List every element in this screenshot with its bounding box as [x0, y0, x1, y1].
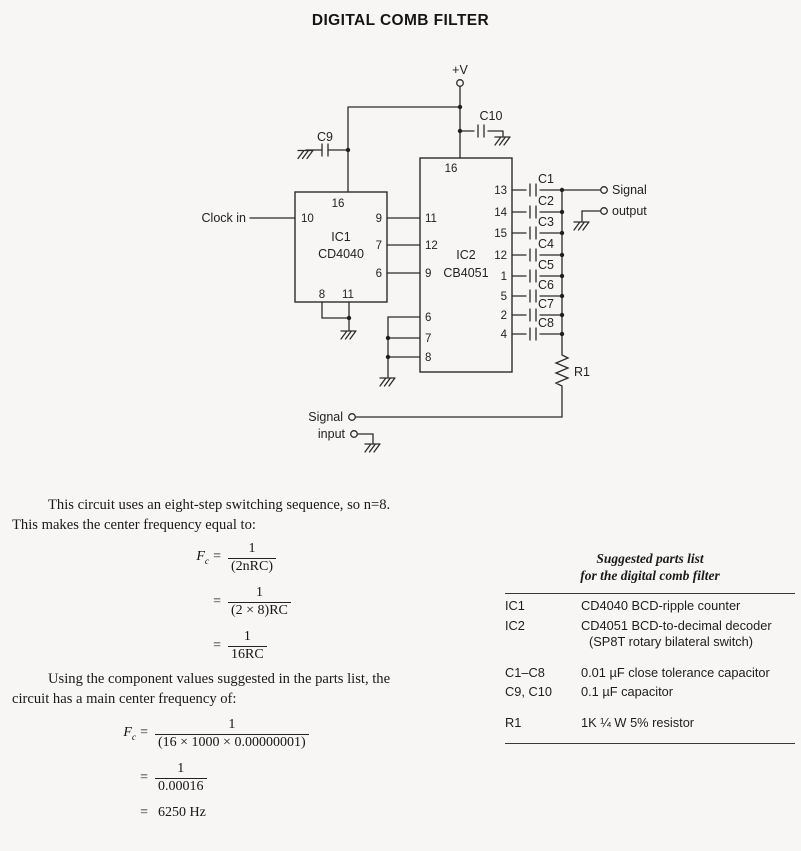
- fraction-denominator: 0.00016: [155, 778, 207, 796]
- fraction-denominator: 16RC: [228, 646, 267, 664]
- part-desc: CD4051 BCD-to-decimal decoder: [581, 617, 772, 633]
- fraction: [155, 761, 207, 795]
- paragraph-2-line-2: circuit has a main center frequency of:: [12, 690, 237, 707]
- input-ground-terminal: [351, 431, 358, 438]
- parts-row: [505, 715, 795, 731]
- ic2-pin-left: 11: [425, 213, 437, 225]
- cap-label: C3: [538, 215, 554, 229]
- parts-row: [505, 665, 795, 681]
- ic2-pin-right: 13: [494, 185, 507, 197]
- part-ref: IC1: [505, 598, 525, 613]
- c9-label: C9: [317, 130, 333, 144]
- ground-icon: [380, 378, 395, 386]
- part-desc: 0.1 µF capacitor: [581, 684, 674, 699]
- cap-label: C5: [538, 258, 554, 272]
- ic2-pin-left: 9: [425, 268, 432, 280]
- r1-label: R1: [574, 365, 590, 379]
- equation-lhs: =: [213, 594, 221, 609]
- part-desc: 1K ¼ W 5% resistor: [581, 714, 695, 730]
- ic1-ref-label: IC1: [331, 230, 351, 244]
- equation-line: [110, 805, 309, 821]
- part-ref: IC2: [505, 617, 525, 633]
- ic2-pin-right: 12: [494, 250, 507, 262]
- paragraph-1: [12, 496, 500, 535]
- parts-list-title: [505, 551, 795, 584]
- ground-icon: [298, 151, 313, 159]
- ic2-pin-right: 2: [500, 310, 507, 322]
- equation-result: 6250 Hz: [158, 805, 206, 820]
- ground-icon: [341, 331, 356, 339]
- page-title: DIGITAL COMB FILTER: [311, 12, 490, 29]
- ic1-pin-top: 16: [331, 198, 345, 210]
- signal-output-label-2: output: [612, 204, 647, 218]
- cap-label: C8: [538, 316, 554, 330]
- fraction-denominator: (2nRC): [228, 558, 276, 576]
- equation-line: [110, 761, 309, 795]
- ground-icon: [574, 222, 589, 230]
- parts-list-title-line-2: for the digital comb filter: [580, 567, 720, 583]
- paragraph-1-line-1: This circuit uses an eight-step switching sequence, so n=8.: [48, 497, 391, 513]
- ic1-pin-right: 9: [375, 213, 382, 225]
- equation-lhs: =: [213, 638, 221, 653]
- parts-row: [505, 684, 795, 700]
- parts-list-bottom-rule: [505, 743, 795, 744]
- equation-lhs: =: [140, 805, 148, 820]
- parts-row: [505, 598, 795, 614]
- cap-label: C4: [538, 237, 554, 251]
- parts-list-panel: [505, 551, 795, 744]
- ic2-pin-right: 14: [494, 207, 507, 219]
- cap-label: C1: [538, 172, 554, 186]
- cap-label: C2: [538, 194, 554, 208]
- parts-list-title-line-1: Suggested parts list: [596, 551, 704, 566]
- ic2-pin-right: 5: [500, 291, 507, 303]
- equation-lhs: $F_c$ =: [123, 725, 148, 743]
- ic2-pin-right: 15: [494, 228, 507, 240]
- signal-input-label-1: Signal: [308, 410, 343, 424]
- part-ref: C9, C10: [505, 684, 552, 699]
- fraction-denominator: (16 × 1000 × 0.00000001): [155, 734, 309, 752]
- power-label: +V: [452, 63, 468, 77]
- power-terminal: [457, 80, 464, 87]
- part-ref: R1: [505, 714, 522, 730]
- equation-line: [183, 629, 291, 663]
- c10-label: C10: [479, 109, 503, 123]
- clock-in-label: Clock in: [201, 211, 246, 225]
- parts-list-top-rule: [505, 593, 795, 594]
- ic2-pin-top: 16: [444, 163, 458, 175]
- ic2-pin-left: 6: [425, 312, 432, 324]
- signal-output-label-1: Signal: [612, 183, 647, 197]
- part-desc-continuation: (SP8T rotary bilateral switch): [589, 634, 754, 649]
- parts-row: [505, 618, 795, 634]
- ic2-ref-label: IC2: [456, 248, 476, 262]
- part-desc: CD4040 BCD-ripple counter: [581, 598, 741, 613]
- equation-lhs: $F_c$ =: [196, 549, 221, 567]
- fraction-numerator: 1: [177, 761, 185, 776]
- ground-icon: [495, 137, 510, 145]
- fraction-numerator: 1: [255, 585, 263, 600]
- ic1-pin-right: 7: [375, 240, 382, 252]
- equation-set-1: [183, 541, 291, 673]
- fraction-numerator: 1: [243, 629, 251, 644]
- equation-lhs: =: [140, 770, 148, 785]
- output-ground-terminal: [601, 208, 608, 215]
- fraction: [228, 585, 291, 619]
- ground-icon: [365, 444, 380, 452]
- fraction-denominator: (2 × 8)RC: [228, 602, 291, 620]
- signal-input-terminal: [349, 414, 356, 421]
- ic2-pin-right: 1: [500, 271, 507, 283]
- ic1-pin-right: 6: [375, 268, 382, 280]
- ic1-pin-bottom: 8: [318, 289, 326, 301]
- fraction: [228, 629, 267, 663]
- cap-label: C6: [538, 278, 554, 292]
- ic2-pin-left: 7: [425, 333, 432, 345]
- equation-line: [183, 541, 291, 575]
- equation-set-2: [110, 717, 309, 831]
- ic1-part-label: CD4040: [318, 247, 364, 261]
- part-desc: 0.01 µF close tolerance capacitor: [581, 664, 770, 680]
- signal-input-label-2: input: [317, 427, 345, 441]
- paragraph-2: [12, 670, 500, 709]
- ic1-pin-left: 10: [301, 213, 314, 225]
- paragraph-1-line-2: This makes the center frequency equal to:: [12, 516, 256, 533]
- resistor-symbol: [556, 352, 568, 390]
- signal-output-terminal: [601, 187, 608, 194]
- cap-label: C7: [538, 297, 554, 311]
- paragraph-2-line-1: Using the component values suggested in the parts list, the: [48, 671, 391, 687]
- fraction-numerator: 1: [248, 541, 256, 556]
- ic2-pin-left: 8: [425, 352, 432, 364]
- fraction: [155, 717, 309, 751]
- ic1-pin-bottom: 11: [342, 289, 354, 301]
- equation-line: [110, 717, 309, 751]
- fraction: [228, 541, 276, 575]
- part-ref: C1–C8: [505, 664, 545, 680]
- ic2-pin-left: 12: [425, 240, 438, 252]
- fraction-numerator: 1: [228, 717, 236, 732]
- equation-line: [183, 585, 291, 619]
- junction-dots: [346, 105, 564, 359]
- ic2-pin-right: 4: [500, 329, 507, 341]
- ic2-part-label: CB4051: [443, 266, 489, 280]
